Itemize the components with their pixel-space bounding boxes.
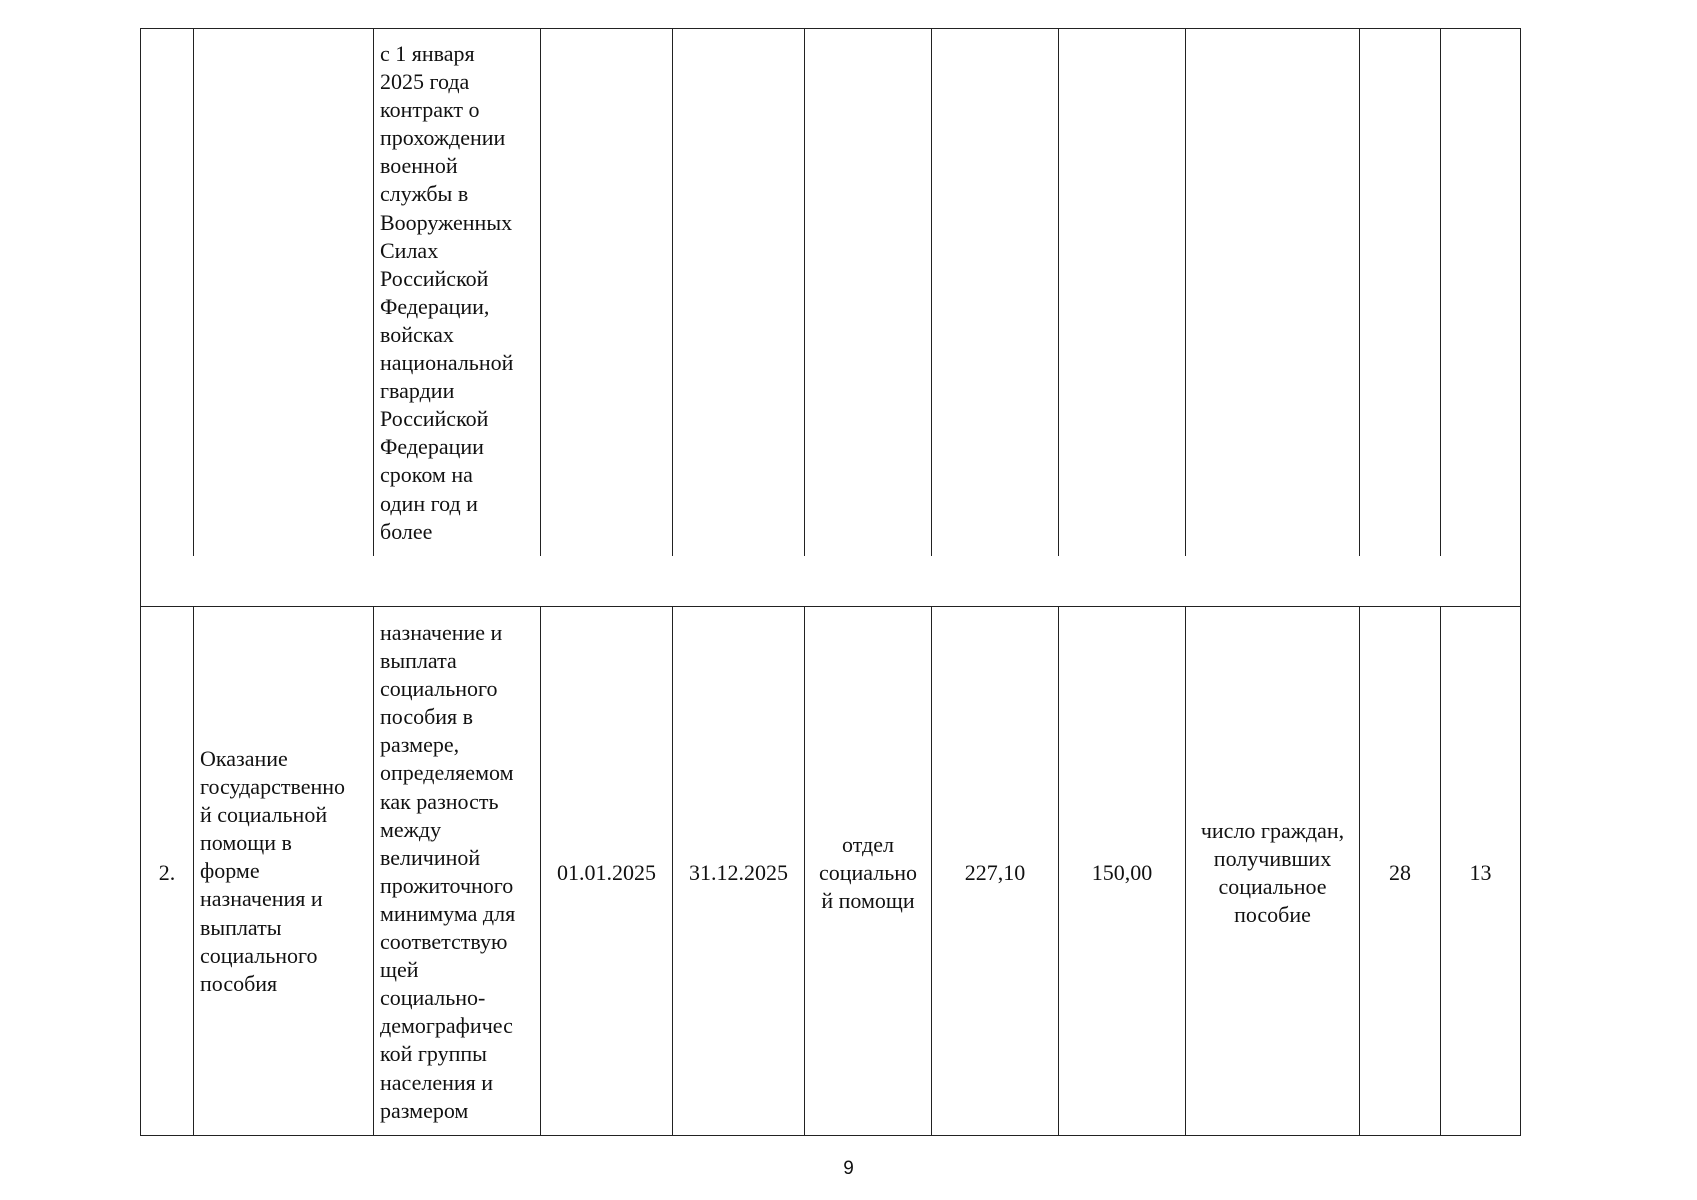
start-date-cell: 01.01.2025	[557, 860, 656, 885]
executor-cell: отдел социально й помощи	[818, 832, 918, 914]
column-divider	[931, 28, 932, 556]
column-divider	[373, 28, 374, 556]
amount-2-cell: 150,00	[1091, 860, 1153, 885]
column-divider	[540, 28, 541, 556]
measure-name-cell: Оказание государственно й социальной помощи в форме назначения и выплаты социального пособия	[200, 746, 346, 996]
indicator-cell: число граждан, получивших социальное пособие	[1200, 818, 1345, 928]
page-number: 9	[843, 1158, 854, 1179]
column-divider	[1058, 28, 1059, 556]
end-date-cell: 31.12.2025	[689, 860, 788, 885]
value-1-cell: 28	[1389, 860, 1411, 885]
table-left-border	[140, 28, 141, 1136]
amount-1-cell: 227,10	[964, 860, 1026, 885]
value-2-cell: 13	[1469, 860, 1492, 885]
table-row-divider	[140, 606, 1521, 607]
column-divider	[193, 28, 194, 556]
column-divider	[672, 28, 673, 556]
column-divider	[193, 606, 194, 1136]
column-divider	[804, 28, 805, 556]
table-top-border	[140, 28, 1521, 29]
row-number-cell: 2.	[158, 860, 176, 885]
table-bottom-border	[140, 1135, 1521, 1136]
column-divider	[1359, 28, 1360, 556]
column-divider	[1440, 28, 1441, 556]
measure-description-cell: назначение и выплата социального пособия в размере, определяемом как разность между величиной прожиточного минимума для соответствую щей социально- демографичес кой группы населения и размером	[380, 620, 516, 1123]
column-divider	[1185, 28, 1186, 556]
table-right-border	[1520, 28, 1521, 1136]
requirement-text-cell: с 1 января 2025 года контракт о прохождении военной службы в Вооруженных Силах Российской Федерации, войсках национальной гвардии Российской Федерации сроком на один год и более	[380, 41, 514, 544]
